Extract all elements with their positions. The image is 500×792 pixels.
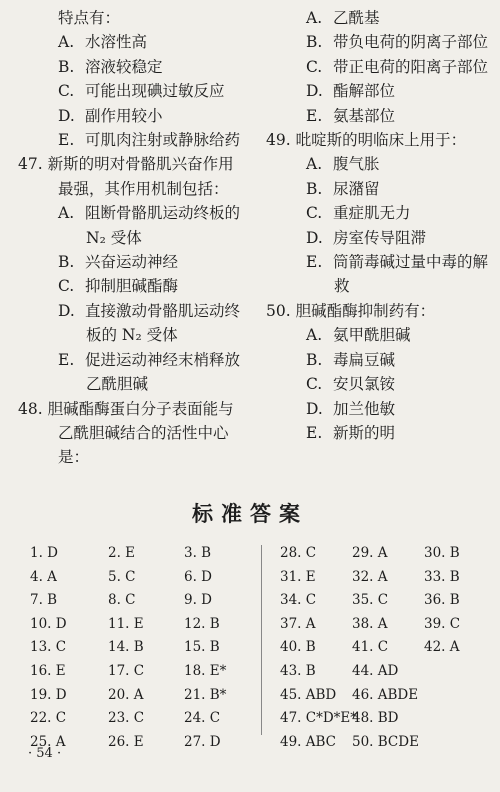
line-text: 特点有：	[58, 9, 121, 27]
answer-cell: 19. D	[30, 686, 67, 703]
answer-row	[30, 545, 254, 569]
answer-cell: 12. B	[184, 615, 220, 632]
answer-cell: 9. D	[184, 592, 212, 609]
answer-cell: 48. BD	[352, 710, 399, 727]
text-line	[266, 201, 492, 225]
option-label: A.	[306, 155, 323, 174]
line-text: 50. 胆碱酯酶抑制药有：	[266, 301, 436, 320]
option-label: D.	[58, 301, 75, 320]
answer-cell: 50. BCDE	[352, 733, 419, 750]
line-text: 乙酰胆碱	[86, 375, 149, 394]
line-text: 带负电荷的阴离子部位	[333, 33, 489, 52]
line-text: N₂ 受体	[86, 228, 142, 247]
answer-cell: 22. C	[30, 710, 67, 727]
answer-cell: 43. B	[280, 662, 316, 679]
line-text: 促进运动神经末梢释放	[85, 350, 241, 369]
text-line	[18, 152, 280, 176]
option-label: C.	[306, 204, 323, 223]
answer-cell: 29. A	[352, 545, 388, 561]
answer-cell: 31. E	[280, 568, 316, 585]
line-text: 乙酰基	[333, 9, 380, 27]
answer-cell: 6. D	[184, 568, 212, 585]
answer-cell: 32. A	[352, 568, 388, 585]
text-line	[266, 104, 492, 128]
line-text: 副作用较小	[85, 106, 163, 125]
answer-row	[280, 687, 484, 711]
answer-row	[280, 710, 484, 734]
option-label: E.	[306, 106, 323, 125]
line-text: 是：	[58, 448, 90, 467]
answer-cell: 13. C	[30, 639, 67, 656]
answer-cell: 41. C	[352, 639, 389, 656]
option-label: C.	[306, 375, 323, 394]
answer-cell: 8. C	[108, 592, 136, 609]
answer-cell: 21. B*	[184, 686, 227, 703]
answer-cell: 10. D	[30, 615, 67, 632]
answer-row	[280, 734, 484, 758]
answer-cell: 28. C	[280, 545, 317, 561]
text-line	[18, 226, 280, 250]
text-line	[18, 323, 280, 347]
answer-row	[30, 687, 254, 711]
text-line	[266, 177, 492, 201]
answer-cell: 27. D	[184, 733, 221, 750]
line-text: 救	[334, 277, 350, 296]
option-label: D.	[306, 228, 323, 247]
line-text: 47. 新斯的明对骨骼肌兴奋作用	[18, 155, 234, 174]
line-text: 重症肌无力	[333, 204, 411, 223]
text-line	[266, 152, 492, 176]
answer-cell: 36. B	[424, 592, 460, 609]
option-label: E.	[58, 350, 75, 369]
left-column	[18, 6, 280, 470]
text-line	[266, 226, 492, 250]
answer-cell: 4. A	[30, 568, 57, 585]
text-line	[266, 274, 492, 298]
text-line	[18, 397, 280, 421]
answer-row	[30, 616, 254, 640]
answer-cell: 16. E	[30, 662, 66, 679]
page-number: · 54 ·	[28, 746, 62, 761]
answer-row	[30, 569, 254, 593]
text-line	[18, 79, 280, 103]
text-line	[18, 348, 280, 372]
answer-cell: 38. A	[352, 615, 388, 632]
answer-row	[30, 592, 254, 616]
line-text: 溶液较稳定	[85, 57, 163, 76]
line-text: 安贝氯铵	[333, 375, 396, 394]
option-label: A.	[306, 326, 323, 345]
answer-row	[280, 663, 484, 687]
answer-row	[280, 639, 484, 663]
answer-cell: 23. C	[108, 710, 145, 727]
answer-cell: 30. B	[424, 545, 460, 561]
answer-divider	[261, 545, 262, 735]
option-label: C.	[306, 57, 323, 76]
text-line	[18, 55, 280, 79]
line-text: 毒扁豆碱	[333, 350, 396, 369]
line-text: 48. 胆碱酯酶蛋白分子表面能与	[18, 399, 234, 418]
text-line	[18, 299, 280, 323]
text-line	[18, 445, 280, 469]
text-line	[266, 299, 492, 323]
answer-row	[280, 616, 484, 640]
answer-row	[280, 569, 484, 593]
answer-cell: 25. A	[30, 733, 66, 750]
text-line	[266, 30, 492, 54]
line-text: 筒箭毒碱过量中毒的解	[333, 253, 489, 272]
line-text: 可肌肉注射或静脉给药	[85, 131, 241, 150]
answer-cell: 14. B	[108, 639, 144, 656]
option-label: A.	[58, 204, 75, 223]
text-line	[266, 348, 492, 372]
text-line	[266, 128, 492, 152]
line-text: 最强，其作用机制包括：	[58, 179, 229, 198]
option-label: B.	[306, 33, 323, 52]
text-line	[18, 201, 280, 225]
option-label: E.	[58, 131, 75, 150]
text-line	[18, 128, 280, 152]
line-text: 兴奋运动神经	[85, 253, 179, 272]
answer-row	[280, 592, 484, 616]
answer-cell: 45. ABD	[280, 686, 337, 703]
answer-cell: 39. C	[424, 615, 461, 632]
text-line	[266, 372, 492, 396]
option-label: B.	[58, 253, 75, 272]
answer-key-left	[30, 545, 254, 757]
line-text: 可能出现碘过敏反应	[85, 82, 225, 101]
line-text: 酯解部位	[333, 82, 396, 101]
answer-cell: 11. E	[108, 615, 144, 632]
option-label: B.	[306, 350, 323, 369]
text-line	[18, 421, 280, 445]
option-label: A.	[306, 9, 323, 27]
text-line	[18, 250, 280, 274]
option-label: E.	[306, 423, 323, 442]
answer-cell: 24. C	[184, 710, 221, 727]
answer-cell: 20. A	[108, 686, 144, 703]
line-text: 房室传导阻滞	[333, 228, 427, 247]
text-line	[266, 397, 492, 421]
answer-row	[30, 663, 254, 687]
text-line	[266, 55, 492, 79]
answer-cell: 44. AD	[352, 662, 399, 679]
option-label: E.	[306, 253, 323, 272]
text-line	[18, 6, 280, 30]
answer-cell: 15. B	[184, 639, 220, 656]
option-label: D.	[58, 106, 75, 125]
line-text: 直接激动骨骼肌运动终	[85, 301, 241, 320]
option-label: B.	[58, 57, 75, 76]
answer-cell: 3. B	[184, 545, 212, 561]
text-line	[266, 421, 492, 445]
option-label: D.	[306, 399, 323, 418]
line-text: 腹气胀	[333, 155, 380, 174]
answer-cell: 40. B	[280, 639, 316, 656]
answer-cell: 5. C	[108, 568, 136, 585]
answer-key-right	[280, 545, 484, 757]
right-column	[266, 6, 492, 445]
answer-cell: 2. E	[108, 545, 136, 561]
text-line	[18, 274, 280, 298]
line-text: 板的 N₂ 受体	[86, 326, 178, 345]
answer-cell: 42. A	[424, 639, 460, 656]
answer-cell: 34. C	[280, 592, 317, 609]
text-line	[266, 323, 492, 347]
answer-row	[280, 545, 484, 569]
option-label: D.	[306, 82, 323, 101]
line-text: 抑制胆碱酯酶	[85, 277, 179, 296]
line-text: 49. 吡啶斯的明临床上用于：	[266, 131, 467, 150]
answer-row	[30, 639, 254, 663]
line-text: 带正电荷的阳离子部位	[333, 57, 489, 76]
answer-row	[30, 710, 254, 734]
text-line	[18, 104, 280, 128]
text-line	[18, 177, 280, 201]
line-text: 水溶性高	[85, 33, 148, 52]
text-line	[266, 250, 492, 274]
answer-cell: 46. ABDE	[352, 686, 419, 703]
option-label: C.	[58, 82, 75, 101]
option-label: C.	[58, 277, 75, 296]
option-label: B.	[306, 179, 323, 198]
answer-cell: 17. C	[108, 662, 145, 679]
answer-section-title: 标准答案	[192, 501, 308, 526]
answer-cell: 49. ABC	[280, 733, 337, 750]
line-text: 加兰他敏	[333, 399, 396, 418]
line-text: 新斯的明	[333, 423, 396, 442]
line-text: 阻断骨骼肌运动终板的	[85, 204, 241, 223]
answer-row	[30, 734, 254, 758]
answer-cell: 26. E	[108, 733, 144, 750]
answer-cell: 47. C*D*E*	[280, 710, 358, 727]
line-text: 氨甲酰胆碱	[333, 326, 411, 345]
answer-cell: 7. B	[30, 592, 58, 609]
text-line	[266, 6, 492, 30]
answer-cell: 35. C	[352, 592, 389, 609]
text-line	[266, 79, 492, 103]
text-line	[18, 30, 280, 54]
answer-cell: 37. A	[280, 615, 316, 632]
answer-cell: 1. D	[30, 545, 58, 561]
line-text: 尿潴留	[333, 179, 380, 198]
line-text: 氨基部位	[333, 106, 396, 125]
answer-cell: 33. B	[424, 568, 460, 585]
option-label: A.	[58, 33, 75, 52]
answer-cell: 18. E*	[184, 662, 227, 679]
line-text: 乙酰胆碱结合的活性中心	[58, 423, 229, 442]
text-line	[18, 372, 280, 396]
